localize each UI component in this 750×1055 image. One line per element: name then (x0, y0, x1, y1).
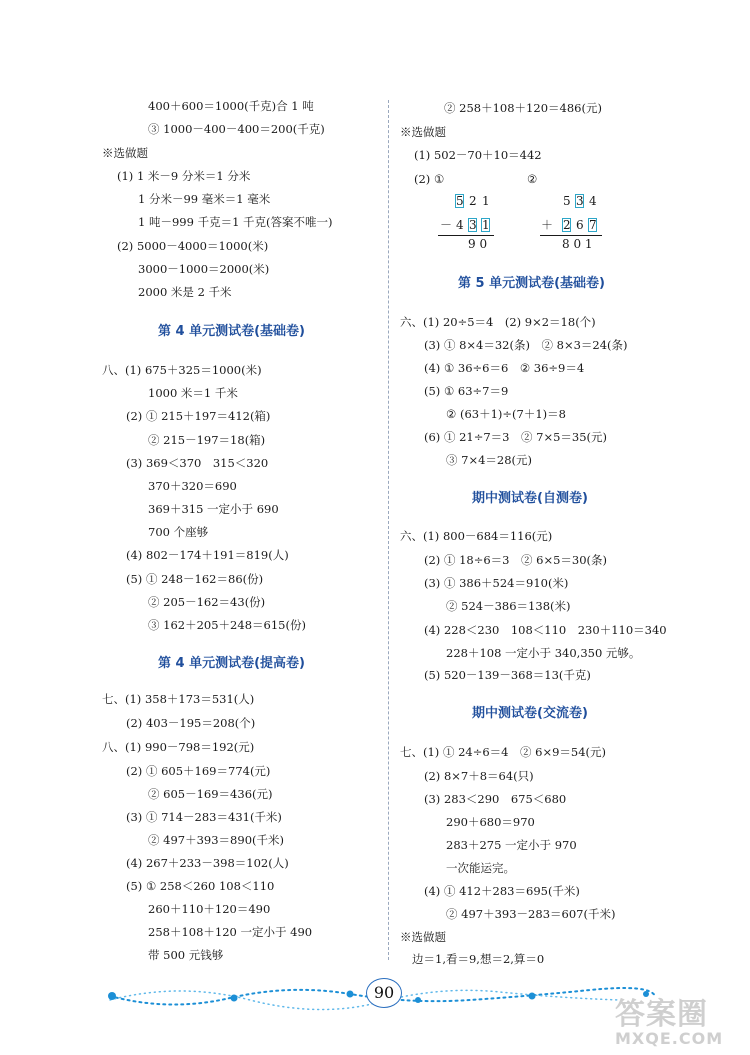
minus-sign: － (440, 218, 453, 232)
answer-line: 3000－1000＝2000(米) (138, 262, 270, 276)
answer-line: (3) 283＜290 675＜680 (424, 792, 567, 806)
watermark-text: 答案圈 (615, 997, 708, 1032)
optional-question-label: ※选做题 (102, 146, 148, 160)
answer-line: (3) ① 386＋524＝910(米) (424, 576, 569, 590)
answer-line: (4) 228＜230 108＜110 230＋110＝340 (424, 623, 667, 637)
answer-line: (2) ① (414, 172, 445, 186)
digit: 3 (469, 218, 477, 232)
answer-line: 400＋600＝1000(千克)合 1 吨 (148, 99, 314, 113)
digit: 2 (563, 218, 571, 232)
answer-line: ③ 1000－400－400＝200(千克) (148, 122, 325, 136)
answer-line: ② (63＋1)÷(7＋1)＝8 (446, 407, 566, 421)
answer-line: 1000 米＝1 千米 (148, 386, 238, 400)
digit: 5 (456, 194, 464, 208)
answer-line: 260＋110＋120＝490 (148, 902, 271, 916)
watermark-logo (615, 997, 724, 1048)
answer-line: 边＝1,看＝9,想＝2,算＝0 (412, 952, 545, 966)
answer-line: 258＋108＋120 一定小于 490 (148, 925, 313, 939)
answer-line: 1 分米－99 毫米＝1 毫米 (138, 192, 271, 206)
answer-line: 283＋275 一定小于 970 (446, 838, 577, 852)
answer-line: ③ 162＋205＋248＝615(份) (148, 618, 306, 632)
section-heading: 第 4 单元测试卷(基础卷) (158, 324, 305, 339)
answer-line: 2000 米是 2 千米 (138, 285, 232, 299)
digit: 5 (563, 194, 571, 208)
optional-question-label: ※选做题 (400, 125, 446, 139)
answer-line: (4) 802－174＋191＝819(人) (126, 548, 289, 562)
answer-line: (5) ① 258＜260 108＜110 (126, 879, 275, 893)
answer-line: (2) 8×7＋8＝64(只) (424, 769, 534, 783)
answer-line: 700 个座够 (148, 525, 209, 539)
answer-line: (3) ① 714－283＝431(千米) (126, 810, 282, 824)
answer-line: (5) ① 63÷7＝9 (424, 384, 509, 398)
answer-line: (2) 5000－4000＝1000(米) (117, 239, 269, 253)
answer-line: (4) 267＋233－398＝102(人) (126, 856, 289, 870)
answer-line: (3) 369＜370 315＜320 (126, 456, 269, 470)
answer-line: 1 吨－999 千克＝1 千克(答案不唯一) (138, 215, 333, 229)
answer-line: (1) 1 米－9 分米＝1 分米 (117, 169, 251, 183)
answer-line: ② 605－169＝436(元) (148, 787, 273, 801)
answer-line: (1) 502－70＋10＝442 (414, 148, 542, 162)
optional-question-label: ※选做题 (400, 930, 446, 944)
result: 8 0 1 (562, 237, 593, 251)
section-heading: 第 5 单元测试卷(基础卷) (458, 276, 605, 291)
digit: 3 (576, 194, 584, 208)
answer-line: (4) ① 412＋283＝695(千米) (424, 884, 580, 898)
digit: 1 (482, 218, 490, 232)
answer-line: 八、(1) 990－798＝192(元) (102, 740, 255, 754)
answer-line: (2) ① 215＋197＝412(箱) (126, 409, 271, 423)
answer-line: (2) ① 18÷6＝3 ② 6×5＝30(条) (424, 553, 608, 567)
answer-line: 290＋680＝970 (446, 815, 535, 829)
digit: 7 (589, 218, 597, 232)
answer-line: ② 497＋393－283＝607(千米) (446, 907, 616, 921)
digit: 1 (482, 194, 490, 208)
answer-line: 七、(1) ① 24÷6＝4 ② 6×9＝54(元) (400, 745, 607, 759)
answer-line: ③ 7×4＝28(元) (446, 453, 533, 467)
section-heading: 期中测试卷(交流卷) (472, 706, 588, 721)
answer-line: (2) 403－195＝208(个) (126, 716, 256, 730)
digit: 4 (589, 194, 597, 208)
answer-line: 六、(1) 800－684＝116(元) (400, 529, 553, 543)
digit: 2 (469, 194, 477, 208)
answer-line: 228＋108 一定小于 340,350 元够。 (446, 646, 641, 660)
answer-line: ② 205－162＝43(份) (148, 595, 266, 609)
page-number: 90 (366, 978, 402, 1008)
digit: 6 (576, 218, 584, 232)
answer-line: ② 215－197＝18(箱) (148, 433, 266, 447)
answer-line: (5) ① 248－162＝86(份) (126, 572, 264, 586)
watermark-url: MXQE.COM (615, 1029, 724, 1048)
answer-line: 370＋320＝690 (148, 479, 237, 493)
result: 9 0 (468, 237, 488, 251)
answer-line: (5) 520－139－368＝13(千克) (424, 668, 591, 682)
answer-line: 七、(1) 358＋173＝531(人) (102, 692, 255, 706)
answer-line: 一次能运完。 (446, 861, 515, 875)
answer-line: 369＋315 一定小于 690 (148, 502, 279, 516)
answer-line: 八、(1) 675＋325＝1000(米) (102, 363, 262, 377)
column-divider (388, 100, 389, 960)
answer-line: (4) ① 36÷6＝6 ② 36÷9＝4 (424, 361, 585, 375)
answer-line: ② 258＋108＋120＝486(元) (444, 101, 602, 115)
answer-line: ② (527, 172, 538, 186)
answer-line: (2) ① 605＋169＝774(元) (126, 764, 271, 778)
answer-line: ② 497＋393＝890(千米) (148, 833, 284, 847)
digit: 4 (456, 218, 464, 232)
answer-line: (6) ① 21÷7＝3 ② 7×5＝35(元) (424, 430, 608, 444)
answer-line: ② 524－386＝138(米) (446, 599, 571, 613)
section-heading: 期中测试卷(自测卷) (472, 491, 588, 506)
answer-line: 带 500 元钱够 (148, 948, 224, 962)
section-heading: 第 4 单元测试卷(提高卷) (158, 656, 305, 671)
plus-sign: ＋ (541, 218, 554, 232)
answer-line: 六、(1) 20÷5＝4 (2) 9×2＝18(个) (400, 315, 596, 329)
answer-line: (3) ① 8×4＝32(条) ② 8×3＝24(条) (424, 338, 628, 352)
